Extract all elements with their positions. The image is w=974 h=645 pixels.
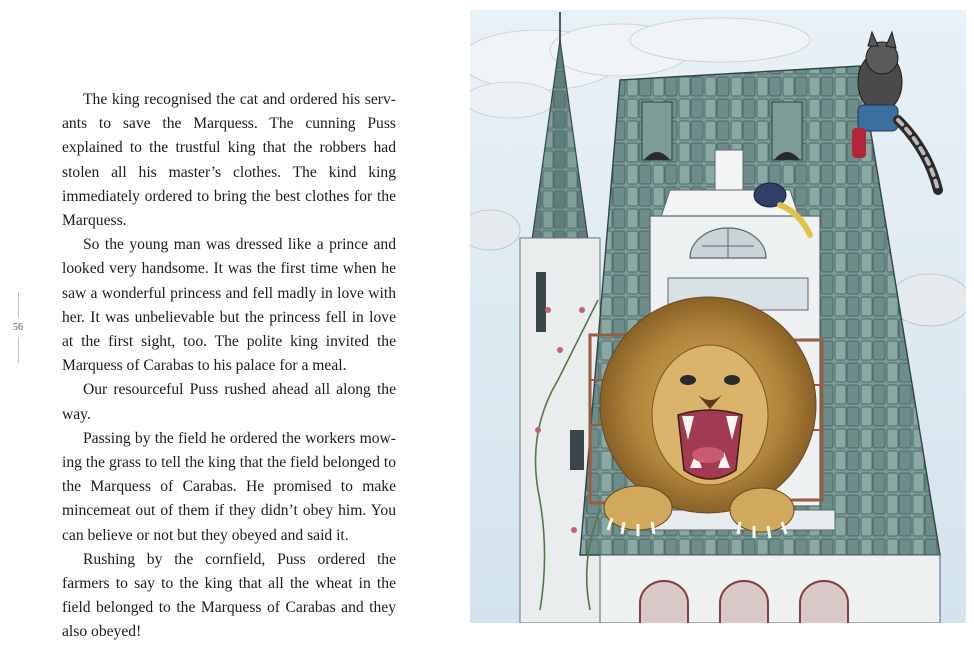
page-number-rule-bottom xyxy=(18,337,19,363)
paragraph: So the young man was dressed like a prince and looked very handsome. It was the first time when he saw a wonderful princess and fell madly in love with her. It was unbelievable but the princess fell in love at the first sight, too. The polite king invited the Marquess of Carabas to his palace for a meal. xyxy=(62,236,396,375)
illustration-svg xyxy=(470,10,966,623)
page-number xyxy=(4,292,32,363)
paragraph: Rushing by the cornfield, Puss ordered the farmers to say to the king that all the wheat in the field belonged to the Marquess of Carabas and they also obeyed! xyxy=(62,550,396,641)
page-number-rule-top xyxy=(18,292,19,318)
paragraph: The king recognised the cat and ordered his servants to save the Marquess. The cunning Puss explained to the trustful king that the robbers had stolen all his master’s clothes. The kind king immediately ordered to bring the best clothes for the Marquess. xyxy=(62,91,396,230)
paragraph: Passing by the field he ordered the workers mowing the grass to tell the king that the field belonged to the Marquess of Carabas. He promised to make mincemeat out of them if they didn’t obey him. You can believe or not but they obeyed and said it. xyxy=(62,429,396,544)
story-text xyxy=(62,88,396,645)
story-illustration xyxy=(470,10,966,623)
left-page xyxy=(0,0,470,641)
paragraph: Our resourceful Puss rushed ahead all along the way. xyxy=(62,381,396,423)
page-number-label: 56 xyxy=(13,322,23,333)
lion xyxy=(600,297,816,538)
lower-wall xyxy=(600,555,940,623)
